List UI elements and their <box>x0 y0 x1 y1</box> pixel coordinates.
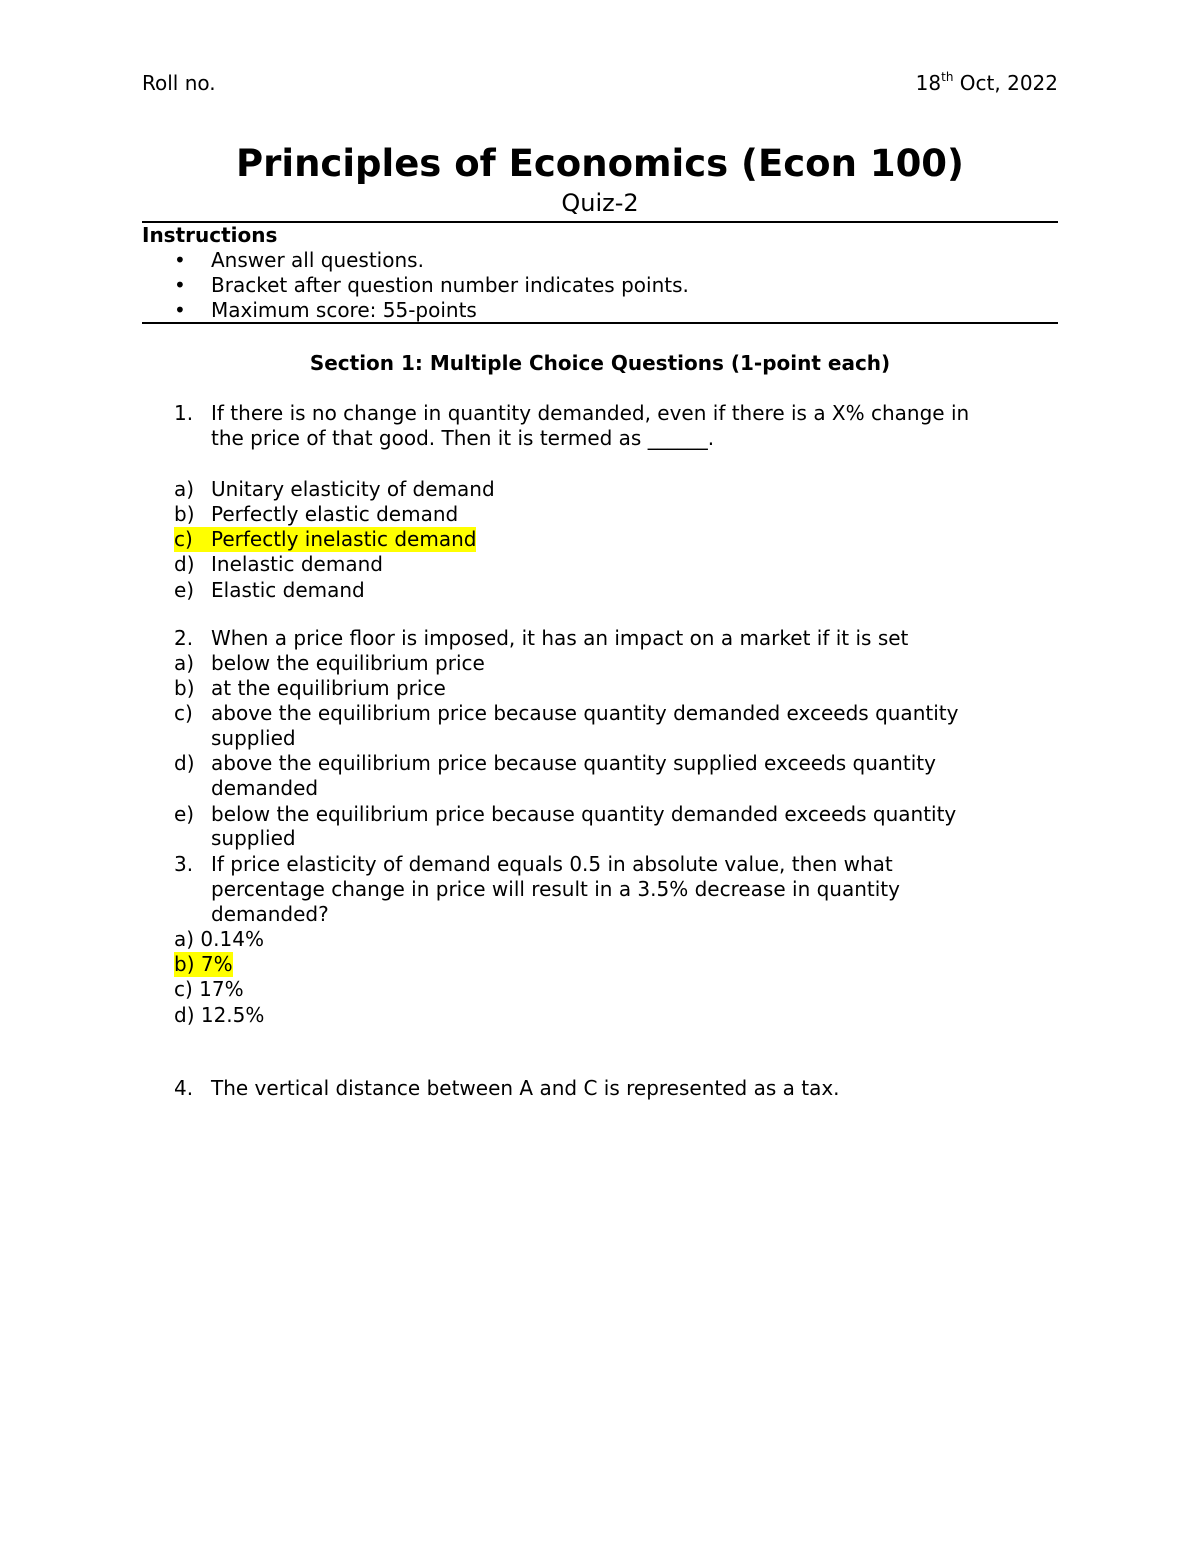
question-3-text-cont: demanded? <box>211 902 329 926</box>
q2-option-text: below the equilibrium price <box>211 651 485 675</box>
q2-option-text-cont: demanded <box>211 776 319 800</box>
q1-option-text: Elastic demand <box>211 578 365 602</box>
question-1-text: If there is no change in quantity demanded, even if there is a X% change in <box>211 401 970 425</box>
q2-option-text: above the equilibrium price because quantity demanded exceeds quantity <box>211 701 959 725</box>
q3-option-correct: b) 7% <box>174 952 233 976</box>
q2-option-text: at the equilibrium price <box>211 676 446 700</box>
page-subtitle: Quiz-2 <box>561 189 639 217</box>
q2-option-label: b) <box>174 676 195 700</box>
date-suffix: th <box>941 70 954 84</box>
q2-option-label: a) <box>174 651 195 675</box>
bullet-icon: • <box>174 273 186 297</box>
q1-option-label: d) <box>174 552 195 576</box>
page-title: Principles of Economics (Econ 100) <box>236 142 964 185</box>
roll-number-label: Roll no. <box>142 71 216 95</box>
q1-option-text: Inelastic demand <box>211 552 383 576</box>
q1-option-label: a) <box>174 477 195 501</box>
q2-option-text-cont: supplied <box>211 826 296 850</box>
q1-option-label: e) <box>174 578 195 602</box>
quiz-date <box>916 70 1058 96</box>
question-2-number: 2. <box>174 626 194 650</box>
q1-option-label: b) <box>174 502 195 526</box>
instruction-item: Answer all questions. <box>211 248 424 272</box>
instruction-item: Bracket after question number indicates points. <box>211 273 689 297</box>
question-1-number: 1. <box>174 401 194 425</box>
date-day: 18 <box>915 71 942 95</box>
q3-option: a) 0.14% <box>174 927 264 951</box>
question-4-number: 4. <box>174 1076 194 1100</box>
q1-option-text: Unitary elasticity of demand <box>211 477 495 501</box>
q3-option: c) 17% <box>174 977 244 1001</box>
q2-option-text: above the equilibrium price because quantity supplied exceeds quantity <box>211 751 936 775</box>
q3-option: d) 12.5% <box>174 1003 265 1027</box>
top-rule <box>142 221 1058 223</box>
section-heading: Section 1: Multiple Choice Questions (1-point each) <box>309 351 891 375</box>
q2-option-label: e) <box>174 802 195 826</box>
q1-option-text-correct: Perfectly inelastic demand <box>211 527 477 551</box>
question-2-text: When a price floor is imposed, it has an impact on a market if it is set <box>211 626 909 650</box>
q1-option-label-correct: c) <box>174 527 211 552</box>
q2-option-text-cont: supplied <box>211 726 296 750</box>
instructions-heading: Instructions <box>142 223 278 247</box>
q2-option-label: d) <box>174 751 195 775</box>
bottom-rule <box>142 322 1058 324</box>
bullet-icon: • <box>174 298 186 322</box>
question-3-number: 3. <box>174 852 194 876</box>
question-1-text-cont: the price of that good. Then it is termed as ______. <box>211 426 715 450</box>
question-4-text: The vertical distance between A and C is represented as a tax. <box>211 1076 840 1100</box>
q1-option-text: Perfectly elastic demand <box>211 502 459 526</box>
question-3-text-cont: percentage change in price will result in a 3.5% decrease in quantity <box>211 877 900 901</box>
q2-option-label: c) <box>174 701 193 725</box>
question-3-text: If price elasticity of demand equals 0.5 in absolute value, then what <box>211 852 893 876</box>
q2-option-text: below the equilibrium price because quantity demanded exceeds quantity <box>211 802 957 826</box>
bullet-icon: • <box>174 248 186 272</box>
instruction-item: Maximum score: 55-points <box>211 298 477 322</box>
date-rest: Oct, 2022 <box>953 71 1058 95</box>
